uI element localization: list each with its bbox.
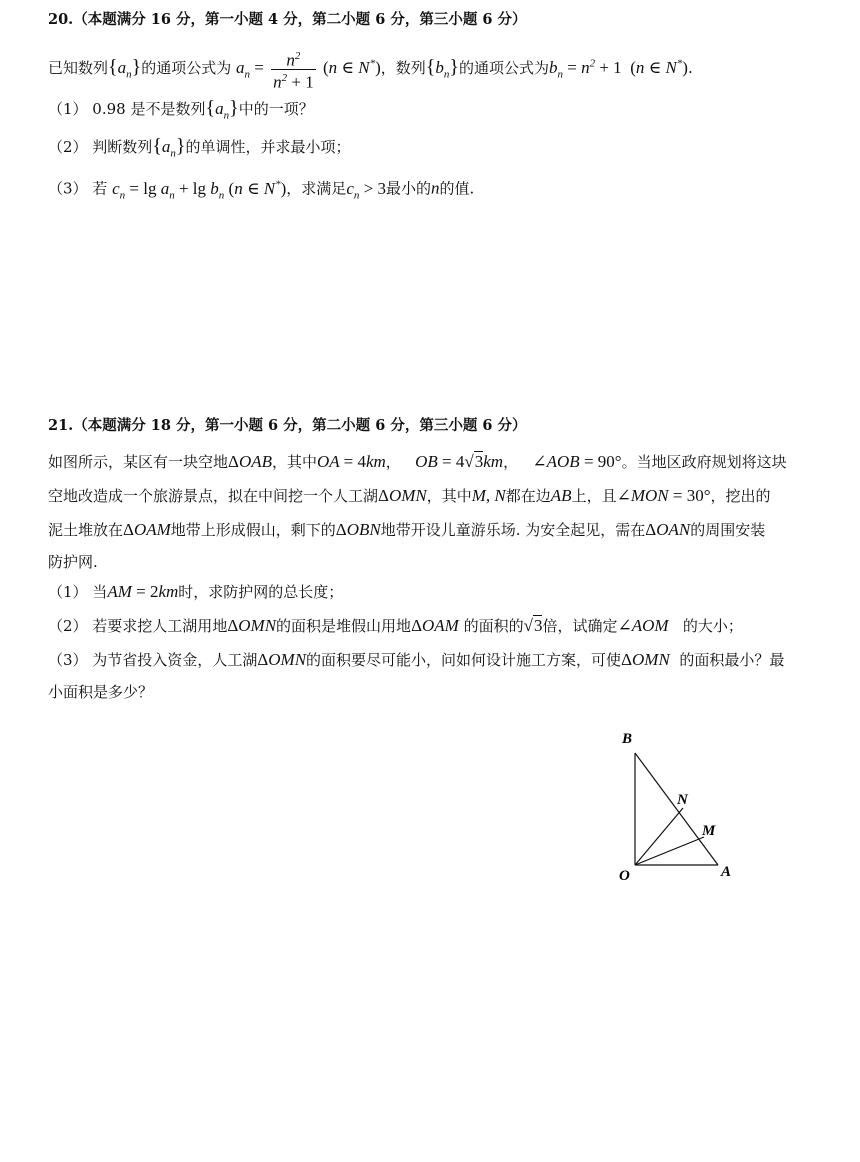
formula-oa: OA = 4km (317, 452, 386, 471)
formula-an: $a_n$ = $\frac{n^2}{n^2 + 1}$ (n ∈ N*) (236, 50, 381, 92)
q21-part-2-text-2: 的面积是堆假山用地 (276, 617, 412, 635)
q21-line-2 (48, 486, 820, 506)
var-n: n (430, 178, 440, 198)
q21-line-3-text-2: 地带上形成假山，剩下的 (170, 521, 336, 539)
label-m: M (702, 823, 716, 839)
q21-header: 21.（本题满分 18 分，第一小题 6 分，第二小题 6 分，第三小题 6 分） (48, 417, 527, 434)
formula-ob: OB = 4√3km (415, 452, 504, 471)
edge-ab: AB (550, 486, 572, 505)
q20-part-3-text-1: （3） 若 (48, 179, 108, 198)
q21-part-2-text-1: （2） 若要求挖人工湖用地 (48, 617, 228, 635)
q21-line-1-text-5: 。当地区政府规划将这块 (621, 453, 787, 471)
q21-line-2-text-2: ，其中 (426, 487, 472, 505)
q20-part-3 (48, 174, 820, 205)
q21-line-2-text-1: 空地改造成一个旅游景点，拟在中间挖一个人工湖 (48, 487, 379, 505)
q20-stem-text-4: 的通项公式为 (458, 59, 549, 78)
q20-part-1 (48, 98, 820, 125)
formula-angle-aob: ∠AOB = 90° (532, 452, 622, 471)
formula-am: AM = 2km (107, 582, 179, 601)
q21-part-1-text-2: 时，求防护网的总长度； (178, 583, 344, 601)
triangle-omn: ΔOMN (378, 486, 427, 505)
q20-header: 20.（本题满分 16 分，第一小题 4 分，第二小题 6 分，第三小题 6 分） (48, 11, 527, 28)
fraction-an: $\frac{n^2}{n^2 + 1}$ (273, 50, 314, 92)
triangle-omn-p3b: ΔOMN (621, 650, 670, 669)
q21-line-1-text-3: ， (385, 453, 401, 471)
q20-stem-text-5: . (687, 59, 693, 78)
angle-aom: ∠AOM (617, 616, 669, 635)
q21-part-2-text-5: 的大小； (682, 617, 743, 635)
q21-part-1 (48, 582, 820, 602)
q20-stem (48, 48, 820, 90)
seq-b-brace: $\{b_n\}$ (425, 56, 459, 81)
formula-cn-gt-3: $c_n > 3$ (346, 178, 386, 202)
q21-line-4: 防护网. (48, 553, 98, 571)
q21-part-3-cont: 小面积是多少？ (48, 683, 154, 701)
formula-angle-mon: ∠MON = 30° (616, 486, 711, 505)
q21-line-3-text-4: 的周围安装 (690, 521, 766, 539)
formula-bn: $b_n = n^2 + 1$ (n ∈ N*) (549, 57, 688, 81)
triangle-diagram (600, 725, 750, 890)
label-n: N (677, 792, 688, 808)
triangle-oan: ΔOAN (645, 520, 691, 539)
q20-part-3-text-3: 最小的 (385, 179, 431, 198)
triangle-oam-p2: ΔOAM (411, 616, 459, 635)
triangle-oab: ΔOAB (228, 452, 272, 471)
label-o: O (619, 868, 630, 884)
q20-part-2-text-2: 的单调性，并求最小项； (185, 138, 351, 156)
q20-stem-text-3: ，数列 (380, 59, 426, 78)
q21-line-1-text-4: ， (503, 453, 519, 471)
q21-line-3 (48, 520, 820, 540)
label-b: B (622, 731, 633, 747)
triangle-obn: ΔOBN (335, 520, 381, 539)
q21-part-3-text-2: 的面积要尽可能小，问如何设计施工方案，可使 (306, 651, 622, 669)
q20-stem-text-1: 已知数列 (48, 59, 109, 78)
q21-part-3-text-1: （3） 为节省投入资金，人工湖 (48, 651, 258, 669)
q20-part-2 (48, 136, 820, 163)
q20-stem-text-2: 的通项公式为 (141, 59, 232, 78)
segment-om (635, 837, 704, 865)
q21-line-2-text-3: 都在边 (505, 487, 551, 505)
triangle-oam: ΔOAM (123, 520, 171, 539)
triangle-omn-p2: ΔOMN (227, 616, 277, 635)
q21-part-2-text-3: 的面积的 (463, 617, 524, 635)
formula-cn: $c_n = \lg a_n + \lg b_n$ (n ∈ N*) (112, 178, 287, 202)
sqrt-3: √3 (523, 616, 543, 635)
q21-line-1-text-1: 如图所示，某区有一块空地 (48, 453, 229, 471)
seq-a-brace: $\{a_n\}$ (108, 56, 142, 81)
q21-line-3-text-1: 泥土堆放在 (48, 521, 124, 539)
q21-part-1-text-1: （1） 当 (48, 583, 108, 601)
seq-a-brace-p1: $\{a_n\}$ (205, 97, 239, 122)
points-mn: M, N (471, 486, 506, 505)
q21-line-1-text-2: ，其中 (272, 453, 318, 471)
triangle-omn-p3a: ΔOMN (257, 650, 307, 669)
q21-line-2-text-4: 上，且 (571, 487, 617, 505)
q21-part-3-text-3: 的面积最小？最 (679, 651, 785, 669)
q21-part-2 (48, 616, 820, 636)
q21-part-2-text-4: 倍，试确定 (542, 617, 618, 635)
q20-part-2-text-1: （2） 判断数列 (48, 138, 153, 156)
label-a: A (721, 864, 732, 880)
q21-part-3 (48, 650, 820, 670)
q21-line-3-text-3: 地带开设儿童游乐场. 为安全起见，需在 (380, 521, 646, 539)
q21-line-2-text-5: ，挖出的 (710, 487, 771, 505)
q20-part-3-text-2: ，求满足 (286, 179, 347, 198)
q20-part-1-text-2: 中的一项？ (238, 100, 314, 118)
q21-line-1 (48, 452, 820, 472)
q20-part-1-text-1: （1） 0.98 是不是数列 (48, 100, 206, 118)
q20-part-3-text-4: 的值. (439, 179, 475, 198)
segment-on (635, 808, 683, 865)
seq-a-brace-p2: $\{a_n\}$ (152, 135, 186, 160)
